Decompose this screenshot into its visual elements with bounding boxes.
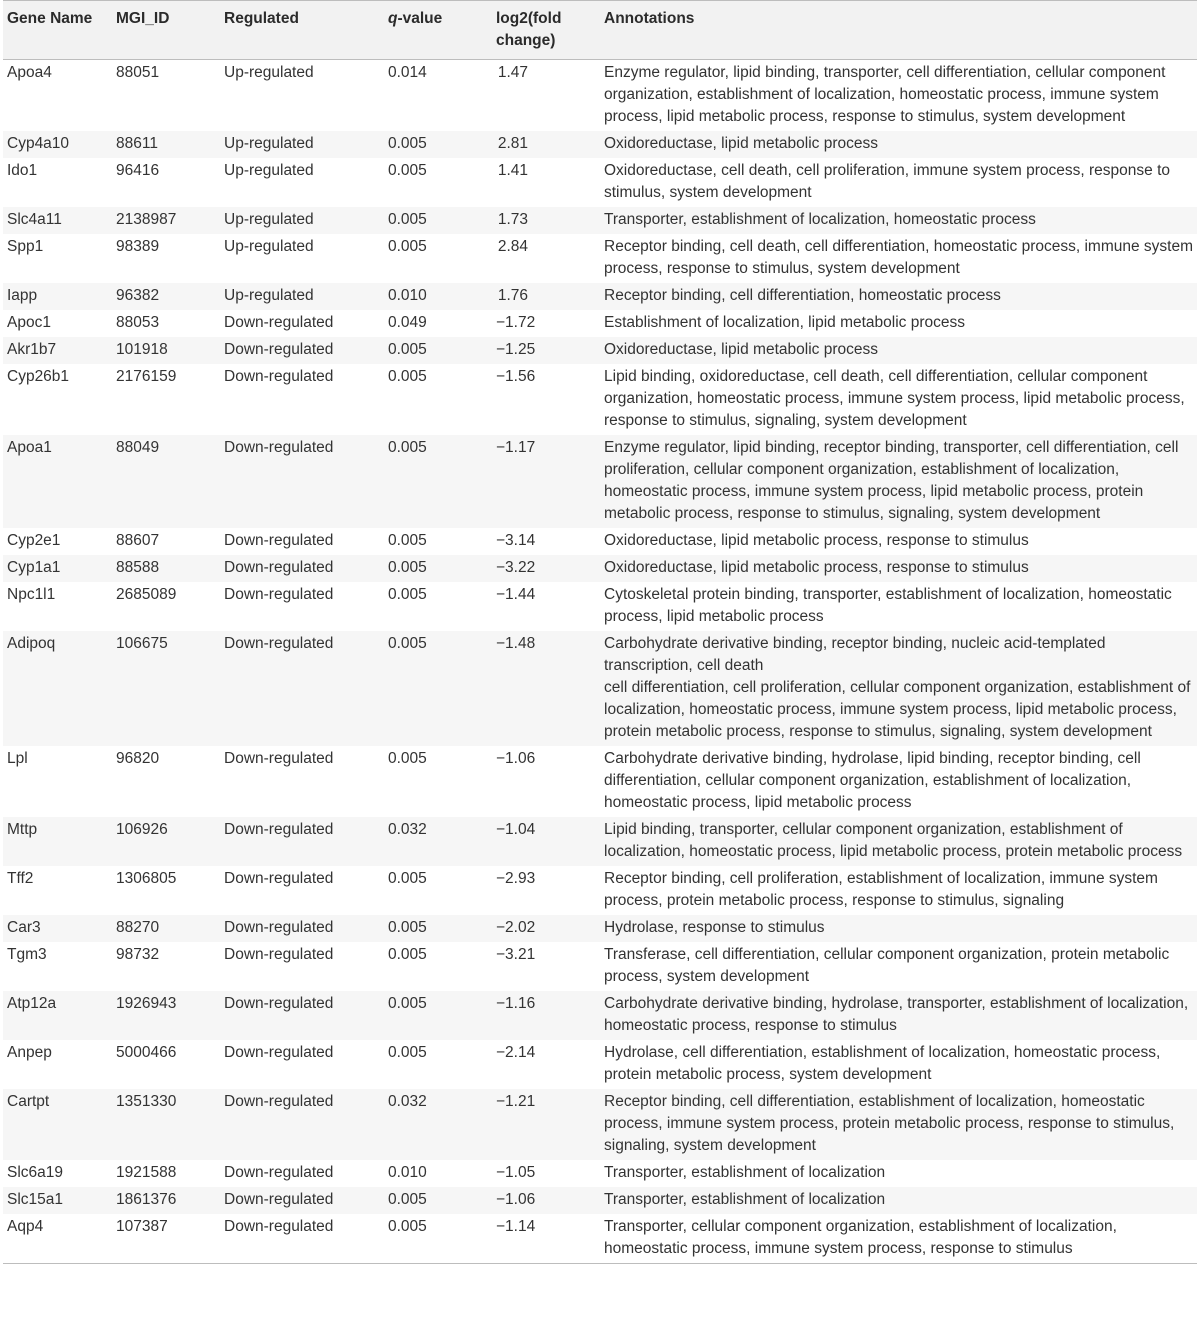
cell-gene-name: Apoa1 [7, 439, 52, 456]
cell-log2-fold-change: −1.06 [496, 750, 536, 767]
table-row [3, 1089, 1197, 1160]
cell-log2-fold-change: −1.16 [496, 995, 536, 1012]
cell-q-value: 0.005 [388, 559, 427, 576]
cell-q-value: 0.005 [388, 238, 427, 255]
cell-gene-name: Cyp4a10 [7, 135, 70, 152]
table-row [3, 915, 1197, 942]
header-q-suffix: -value [397, 10, 443, 27]
cell-annotations: Receptor binding, cell differentiation, establishment of localization, homeostatic process, immune system process, protein metabolic process, response to stimulus, signaling, system development [604, 1093, 1175, 1154]
cell-gene-name: Cyp26b1 [7, 368, 70, 385]
gene-table [3, 0, 1197, 1264]
table-row [3, 555, 1197, 582]
table-row [3, 866, 1197, 915]
cell-gene-name: Atp12a [7, 995, 57, 1012]
cell-q-value: 0.005 [388, 946, 427, 963]
cell-annotations: Receptor binding, cell death, cell differentiation, homeostatic process, immune system process, response to stimulus, system development [604, 238, 1194, 277]
cell-log2-fold-change: −1.17 [496, 439, 536, 456]
cell-annotations: Enzyme regulator, lipid binding, receptor binding, transporter, cell differentiation, cell proliferation, cellular component organization, establishment of localization, homeostatic process, immune system process, lipid metabolic process, protein metabolic process, response to stimulus, signaling, system development [604, 439, 1179, 522]
header-q-value [384, 1, 492, 60]
cell-mgi-id: 96820 [116, 750, 160, 767]
cell-gene-name: Apoa4 [7, 64, 52, 81]
cell-annotations: Transporter, establishment of localization, homeostatic process [604, 211, 1036, 228]
cell-q-value: 0.010 [388, 1164, 427, 1181]
table-row [3, 364, 1197, 435]
cell-log2-fold-change: −1.06 [496, 1191, 536, 1208]
cell-mgi-id: 106675 [116, 635, 168, 652]
cell-regulated: Up-regulated [224, 64, 314, 81]
cell-mgi-id: 5000466 [116, 1044, 177, 1061]
cell-q-value: 0.005 [388, 162, 427, 179]
cell-log2-fold-change: 1.73 [497, 211, 528, 228]
cell-mgi-id: 96382 [116, 287, 160, 304]
cell-gene-name: Spp1 [7, 238, 44, 255]
cell-log2-fold-change: −2.14 [496, 1044, 536, 1061]
cell-log2-fold-change: 1.41 [497, 162, 528, 179]
cell-regulated: Down-regulated [224, 314, 334, 331]
cell-gene-name: Ido1 [7, 162, 38, 179]
table-body [3, 60, 1197, 1264]
cell-regulated: Down-regulated [224, 946, 334, 963]
cell-regulated: Down-regulated [220, 1214, 384, 1264]
annotation-line: cell differentiation, cell proliferation, cellular component organization, establishment of localization, homeostatic process, immune system process, lipid metabolic process, protein metabolic process, response to stimulus, signaling, system development [604, 679, 1191, 740]
cell-log2-fold-change: −1.48 [496, 635, 536, 652]
table-row [3, 158, 1197, 207]
annotation-line: Carbohydrate derivative binding, receptor binding, nucleic acid-templated transcription, cell death [604, 635, 1106, 674]
cell-q-value: 0.032 [388, 1093, 427, 1110]
cell-mgi-id: 88270 [116, 919, 160, 936]
cell-annotations: Enzyme regulator, lipid binding, transporter, cell differentiation, cellular component organization, establishment of localization, homeostatic process, immune system process, lipid metabolic process, response to stimulus, system development [604, 64, 1166, 125]
cell-mgi-id: 101918 [116, 341, 168, 358]
cell-annotations: Oxidoreductase, lipid metabolic process, response to stimulus [604, 532, 1029, 549]
cell-regulated: Down-regulated [224, 919, 334, 936]
cell-mgi-id: 2685089 [116, 586, 177, 603]
cell-regulated: Down-regulated [224, 635, 334, 652]
cell-q-value: 0.005 [388, 532, 427, 549]
cell-regulated: Down-regulated [224, 368, 334, 385]
cell-annotations: Lipid binding, oxidoreductase, cell death, cell differentiation, cellular component organization, homeostatic process, immune system process, lipid metabolic process, response to stimulus, signaling, system development [604, 368, 1185, 429]
cell-regulated: Down-regulated [224, 750, 334, 767]
table-row [3, 942, 1197, 991]
header-row [3, 1, 1197, 60]
cell-gene-name: Tff2 [7, 870, 34, 887]
cell-log2-fold-change: −2.93 [496, 870, 536, 887]
cell-mgi-id: 88053 [116, 314, 160, 331]
cell-gene-name: Aqp4 [3, 1214, 112, 1264]
cell-mgi-id: 1351330 [116, 1093, 177, 1110]
cell-gene-name: Slc4a11 [7, 211, 62, 228]
cell-gene-name: Iapp [7, 287, 38, 304]
cell-q-value: 0.014 [388, 64, 427, 81]
cell-regulated: Down-regulated [224, 586, 334, 603]
cell-gene-name: Cyp1a1 [7, 559, 61, 576]
cell-annotations: Transporter, establishment of localization [604, 1164, 886, 1181]
cell-mgi-id: 106926 [116, 821, 168, 838]
cell-mgi-id: 88588 [116, 559, 160, 576]
cell-mgi-id: 1921588 [116, 1164, 177, 1181]
table-row [3, 435, 1197, 528]
cell-q-value: 0.005 [384, 1214, 492, 1264]
cell-regulated: Down-regulated [224, 821, 334, 838]
cell-q-value: 0.005 [388, 1191, 427, 1208]
cell-annotations: Transporter, cellular component organization, establishment of localization, homeostatic process, immune system process, response to stimulus [600, 1214, 1197, 1264]
cell-log2-fold-change: −1.56 [496, 368, 536, 385]
cell-regulated: Down-regulated [224, 1191, 334, 1208]
cell-annotations: Oxidoreductase, lipid metabolic process [604, 135, 878, 152]
cell-mgi-id: 96416 [116, 162, 160, 179]
cell-q-value: 0.005 [388, 995, 427, 1012]
table-row [3, 207, 1197, 234]
cell-annotations: Carbohydrate derivative binding, hydrolase, lipid binding, receptor binding, cell differentiation, cellular component organization, establishment of localization, homeostatic process, lipid metabolic process [604, 750, 1141, 811]
cell-q-value: 0.005 [388, 635, 427, 652]
cell-gene-name: Tgm3 [7, 946, 47, 963]
cell-annotations [600, 631, 1197, 746]
cell-annotations: Hydrolase, response to stimulus [604, 919, 825, 936]
cell-q-value: 0.005 [388, 586, 427, 603]
header-annotations: Annotations [600, 1, 1197, 60]
table-row [3, 631, 1197, 746]
cell-q-value: 0.005 [388, 870, 427, 887]
cell-q-value: 0.010 [388, 287, 427, 304]
cell-mgi-id: 88607 [116, 532, 160, 549]
cell-mgi-id: 88049 [116, 439, 160, 456]
cell-log2-fold-change: 2.81 [497, 135, 528, 152]
cell-q-value: 0.032 [388, 821, 427, 838]
cell-q-value: 0.005 [388, 211, 427, 228]
cell-mgi-id: 88611 [116, 135, 158, 152]
table-row [3, 310, 1197, 337]
table-row [3, 131, 1197, 158]
cell-log2-fold-change: 1.76 [497, 287, 528, 304]
table-row [3, 991, 1197, 1040]
cell-gene-name: Apoc1 [7, 314, 51, 331]
cell-q-value: 0.005 [388, 439, 427, 456]
cell-annotations: Establishment of localization, lipid metabolic process [604, 314, 965, 331]
table-row [3, 817, 1197, 866]
cell-regulated: Down-regulated [224, 559, 334, 576]
cell-annotations: Oxidoreductase, lipid metabolic process, response to stimulus [604, 559, 1029, 576]
cell-gene-name: Akr1b7 [7, 341, 57, 358]
cell-annotations: Hydrolase, cell differentiation, establishment of localization, homeostatic process, protein metabolic process, system development [604, 1044, 1161, 1083]
cell-annotations: Transferase, cell differentiation, cellular component organization, protein metabolic process, system development [604, 946, 1170, 985]
cell-annotations: Lipid binding, transporter, cellular component organization, establishment of localization, homeostatic process, lipid metabolic process, protein metabolic process [604, 821, 1183, 860]
cell-regulated: Up-regulated [224, 135, 314, 152]
cell-mgi-id: 98389 [116, 238, 160, 255]
cell-gene-name: Slc6a19 [7, 1164, 64, 1181]
cell-gene-name: Slc15a1 [7, 1191, 64, 1208]
table-row [3, 582, 1197, 631]
cell-log2-fold-change: −1.14 [492, 1214, 600, 1264]
cell-gene-name: Npc1l1 [7, 586, 56, 603]
cell-regulated: Up-regulated [224, 287, 314, 304]
cell-regulated: Up-regulated [224, 211, 314, 228]
table-row [3, 1040, 1197, 1089]
cell-mgi-id: 2176159 [116, 368, 177, 385]
cell-q-value: 0.005 [388, 135, 427, 152]
header-gene-name: Gene Name [3, 1, 112, 60]
table-row [3, 234, 1197, 283]
table-row [3, 283, 1197, 310]
cell-annotations: Receptor binding, cell proliferation, establishment of localization, immune system process, protein metabolic process, response to stimulus, signaling [604, 870, 1158, 909]
cell-gene-name: Mttp [7, 821, 38, 838]
cell-gene-name: Adipoq [7, 635, 56, 652]
cell-q-value: 0.005 [388, 368, 427, 385]
cell-log2-fold-change: −3.21 [496, 946, 536, 963]
table-row [3, 60, 1197, 132]
cell-mgi-id: 1926943 [116, 995, 177, 1012]
header-q-letter: q [388, 10, 398, 27]
cell-mgi-id: 98732 [116, 946, 160, 963]
header-log2-fold-change: log2(fold change) [492, 1, 600, 60]
cell-annotations: Oxidoreductase, lipid metabolic process [604, 341, 878, 358]
cell-regulated: Down-regulated [224, 439, 334, 456]
cell-annotations: Receptor binding, cell differentiation, homeostatic process [604, 287, 1001, 304]
cell-mgi-id: 1861376 [116, 1191, 177, 1208]
cell-regulated: Down-regulated [224, 341, 334, 358]
table-row [3, 1214, 1197, 1264]
cell-q-value: 0.005 [388, 1044, 427, 1061]
table-header [3, 1, 1197, 60]
cell-annotations: Oxidoreductase, cell death, cell proliferation, immune system process, response to stimulus, system development [604, 162, 1171, 201]
cell-mgi-id: 107387 [112, 1214, 220, 1264]
cell-annotations: Cytoskeletal protein binding, transporter, establishment of localization, homeostatic process, lipid metabolic process [604, 586, 1172, 625]
cell-regulated: Down-regulated [224, 995, 334, 1012]
header-mgi-id: MGI_ID [112, 1, 220, 60]
cell-regulated: Down-regulated [224, 532, 334, 549]
cell-log2-fold-change: −3.14 [496, 532, 536, 549]
cell-q-value: 0.005 [388, 750, 427, 767]
cell-gene-name: Lpl [7, 750, 28, 767]
cell-log2-fold-change: 1.47 [497, 64, 528, 81]
table-row [3, 1160, 1197, 1187]
cell-gene-name: Cartpt [7, 1093, 50, 1110]
cell-log2-fold-change: −3.22 [496, 559, 536, 576]
cell-q-value: 0.005 [388, 919, 427, 936]
cell-log2-fold-change: −1.44 [496, 586, 536, 603]
cell-mgi-id: 88051 [116, 64, 160, 81]
cell-regulated: Up-regulated [224, 162, 314, 179]
table-row [3, 1187, 1197, 1214]
cell-mgi-id: 2138987 [116, 211, 177, 228]
cell-gene-name: Cyp2e1 [7, 532, 61, 549]
cell-log2-fold-change: 2.84 [497, 238, 528, 255]
cell-log2-fold-change: −1.72 [496, 314, 536, 331]
cell-gene-name: Car3 [7, 919, 41, 936]
cell-regulated: Down-regulated [224, 1164, 334, 1181]
cell-q-value: 0.049 [388, 314, 427, 331]
cell-gene-name: Anpep [7, 1044, 52, 1061]
table-row [3, 528, 1197, 555]
cell-log2-fold-change: −1.21 [496, 1093, 536, 1110]
table-row [3, 337, 1197, 364]
cell-annotations: Transporter, establishment of localization [604, 1191, 886, 1208]
cell-log2-fold-change: −2.02 [496, 919, 536, 936]
cell-log2-fold-change: −1.04 [496, 821, 536, 838]
cell-regulated: Down-regulated [224, 1044, 334, 1061]
cell-log2-fold-change: −1.25 [496, 341, 536, 358]
cell-regulated: Down-regulated [224, 1093, 334, 1110]
cell-log2-fold-change: −1.05 [496, 1164, 536, 1181]
cell-regulated: Up-regulated [224, 238, 314, 255]
header-regulated: Regulated [220, 1, 384, 60]
cell-annotations: Carbohydrate derivative binding, hydrolase, transporter, establishment of localization, homeostatic process, response to stimulus [604, 995, 1189, 1034]
cell-regulated: Down-regulated [224, 870, 334, 887]
table-row [3, 746, 1197, 817]
cell-q-value: 0.005 [388, 341, 427, 358]
cell-mgi-id: 1306805 [116, 870, 177, 887]
